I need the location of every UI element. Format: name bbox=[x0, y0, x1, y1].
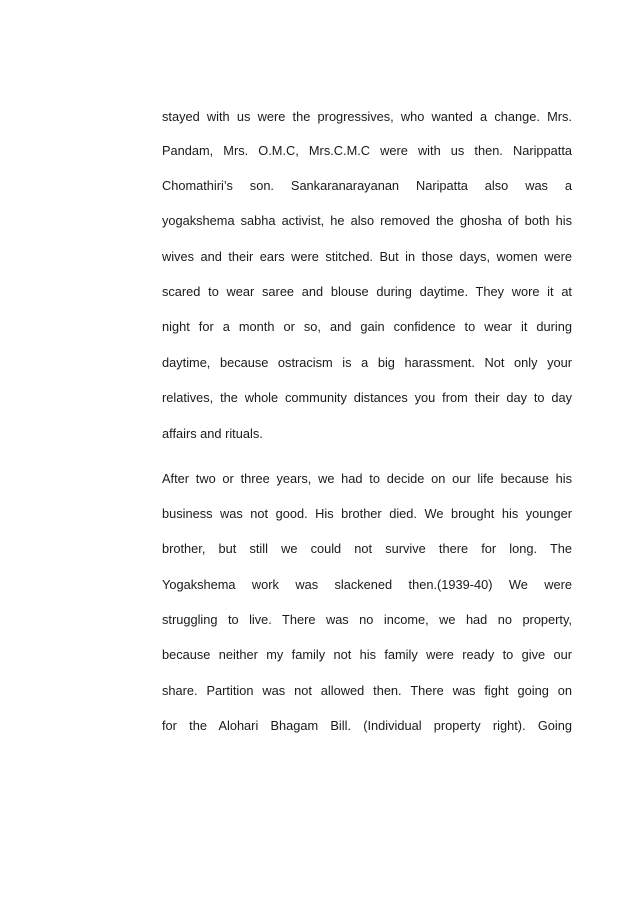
paragraph-2-line-4: Yogakshema work was slackened then.(1939-40) We were bbox=[162, 577, 572, 592]
paragraph-1-line-3: Chomathiri’s son. Sankaranarayanan Naripatta also was a bbox=[162, 178, 572, 193]
paragraph-1-line-10: affairs and rituals. bbox=[162, 426, 263, 441]
paragraph-2-line-6: because neither my family not his family were ready to give our bbox=[162, 647, 572, 662]
paragraph-2-line-5: struggling to live. There was no income, we had no property, bbox=[162, 612, 572, 627]
paragraph-1-line-6: scared to wear saree and blouse during daytime. They wore it at bbox=[162, 284, 572, 299]
paragraph-1-line-2: Pandam, Mrs. O.M.C, Mrs.C.M.C were with us then. Narippatta bbox=[162, 143, 572, 158]
paragraph-1-line-7: night for a month or so, and gain confidence to wear it during bbox=[162, 319, 572, 334]
paragraph-1-line-9: relatives, the whole community distances you from their day to day bbox=[162, 390, 572, 405]
paragraph-1-line-4: yogakshema sabha activist, he also removed the ghosha of both his bbox=[162, 213, 572, 228]
paragraph-2-line-1: After two or three years, we had to decide on our life because his bbox=[162, 471, 572, 486]
paragraph-2-line-8: for the Alohari Bhagam Bill. (Individual property right). Going bbox=[162, 718, 572, 733]
paragraph-2-line-2: business was not good. His brother died. We brought his younger bbox=[162, 506, 572, 521]
paragraph-2-line-3: brother, but still we could not survive there for long. The bbox=[162, 541, 572, 556]
paragraph-1-line-8: daytime, because ostracism is a big harassment. Not only your bbox=[162, 355, 572, 370]
paragraph-2-line-7: share. Partition was not allowed then. There was fight going on bbox=[162, 683, 572, 698]
paragraph-1-line-1: stayed with us were the progressives, who wanted a change. Mrs. bbox=[162, 109, 572, 124]
paragraph-1-line-5: wives and their ears were stitched. But in those days, women were bbox=[162, 249, 572, 264]
